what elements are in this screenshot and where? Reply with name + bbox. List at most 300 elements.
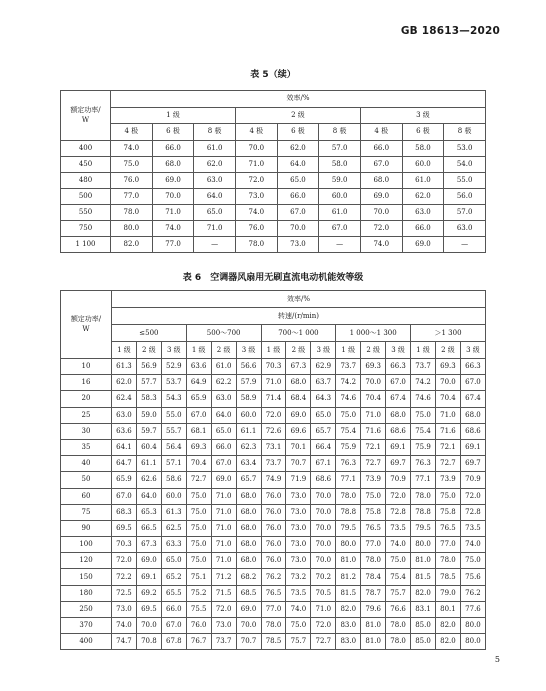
- efficiency-cell: 66.0: [152, 140, 194, 156]
- efficiency-cell: 67.0: [360, 156, 402, 172]
- efficiency-cell: 68.0: [460, 407, 485, 423]
- power-cell: 1 100: [61, 236, 111, 252]
- efficiency-cell: 56.6: [236, 359, 261, 375]
- efficiency-cell: 71.0: [211, 488, 236, 504]
- table-row: [61, 504, 486, 520]
- grade-header: 3 级: [460, 342, 485, 359]
- efficiency-cell: 60.0: [161, 488, 186, 504]
- power-cell: 40: [61, 456, 112, 472]
- rated-power-header: 额定功率/ W: [61, 91, 111, 141]
- power-cell: 10: [61, 359, 112, 375]
- power-cell: 20: [61, 391, 112, 407]
- power-cell: 400: [61, 634, 112, 650]
- efficiency-cell: 76.0: [261, 504, 286, 520]
- efficiency-cell: 68.0: [236, 553, 261, 569]
- efficiency-cell: 74.0: [460, 537, 485, 553]
- table-row: [61, 520, 486, 536]
- efficiency-cell: 75.0: [411, 407, 436, 423]
- efficiency-cell: 68.6: [460, 423, 485, 439]
- efficiency-cell: 62.6: [136, 472, 161, 488]
- efficiency-cell: 78.4: [361, 569, 386, 585]
- efficiency-cell: 70.7: [236, 634, 261, 650]
- pole-header: 4 极: [111, 124, 153, 141]
- efficiency-header: 效率/%: [112, 291, 486, 308]
- table6: [60, 290, 486, 650]
- efficiency-cell: 60.0: [402, 156, 444, 172]
- efficiency-cell: 63.0: [211, 391, 236, 407]
- efficiency-cell: 74.0: [152, 220, 194, 236]
- pole-header: 6 极: [402, 124, 444, 141]
- efficiency-cell: 62.9: [311, 359, 336, 375]
- efficiency-cell: 70.7: [286, 456, 311, 472]
- efficiency-cell: 69.0: [136, 553, 161, 569]
- efficiency-cell: 75.0: [186, 504, 211, 520]
- efficiency-cell: 69.5: [136, 601, 161, 617]
- efficiency-cell: 76.0: [111, 172, 153, 188]
- power-cell: 100: [61, 537, 112, 553]
- efficiency-cell: 52.9: [161, 359, 186, 375]
- efficiency-cell: 66.3: [386, 359, 411, 375]
- efficiency-cell: 69.1: [460, 439, 485, 455]
- grade-header: 1 级: [336, 342, 361, 359]
- power-cell: 120: [61, 553, 112, 569]
- power-cell: 60: [61, 488, 112, 504]
- efficiency-cell: 68.2: [236, 569, 261, 585]
- efficiency-cell: 73.9: [361, 472, 386, 488]
- efficiency-cell: 77.0: [152, 236, 194, 252]
- efficiency-cell: 61.1: [236, 423, 261, 439]
- grade-header: 1 级: [112, 342, 137, 359]
- efficiency-cell: 63.6: [186, 359, 211, 375]
- efficiency-cell: 80.0: [336, 537, 361, 553]
- efficiency-cell: 63.6: [112, 423, 137, 439]
- table-row: [61, 634, 486, 650]
- efficiency-cell: 55.0: [444, 172, 486, 188]
- efficiency-cell: 70.0: [236, 618, 261, 634]
- efficiency-cell: 67.0: [277, 204, 319, 220]
- table-row: [61, 188, 486, 204]
- efficiency-cell: 65.7: [236, 472, 261, 488]
- efficiency-cell: 56.9: [136, 359, 161, 375]
- table-row: [61, 537, 486, 553]
- efficiency-cell: 59.0: [136, 407, 161, 423]
- efficiency-cell: 73.0: [286, 488, 311, 504]
- efficiency-cell: 67.0: [211, 456, 236, 472]
- efficiency-cell: 70.1: [286, 439, 311, 455]
- table-row: [61, 172, 486, 188]
- efficiency-cell: 60.0: [236, 407, 261, 423]
- efficiency-cell: 71.5: [211, 585, 236, 601]
- efficiency-cell: 68.0: [386, 407, 411, 423]
- efficiency-cell: 73.5: [460, 520, 485, 536]
- table-row: [61, 488, 486, 504]
- efficiency-cell: 53.7: [161, 375, 186, 391]
- efficiency-cell: 61.1: [136, 456, 161, 472]
- efficiency-cell: 58.6: [161, 472, 186, 488]
- efficiency-cell: 73.7: [411, 359, 436, 375]
- efficiency-cell: 67.0: [386, 375, 411, 391]
- efficiency-cell: 71.0: [211, 504, 236, 520]
- efficiency-cell: 78.0: [411, 488, 436, 504]
- efficiency-cell: 69.5: [112, 520, 137, 536]
- efficiency-cell: 69.7: [460, 456, 485, 472]
- table5: [60, 90, 486, 253]
- efficiency-cell: 75.8: [435, 504, 460, 520]
- efficiency-cell: 64.0: [136, 488, 161, 504]
- efficiency-cell: 77.0: [361, 537, 386, 553]
- pole-header: 8 极: [319, 124, 361, 141]
- efficiency-cell: 67.4: [386, 391, 411, 407]
- efficiency-cell: 75.0: [435, 488, 460, 504]
- efficiency-cell: 73.5: [386, 520, 411, 536]
- table-row: [61, 618, 486, 634]
- efficiency-cell: 78.0: [435, 553, 460, 569]
- pole-header: 6 极: [152, 124, 194, 141]
- efficiency-cell: 60.0: [319, 188, 361, 204]
- efficiency-cell: 73.7: [336, 359, 361, 375]
- efficiency-cell: 81.5: [336, 585, 361, 601]
- efficiency-cell: 73.0: [277, 236, 319, 252]
- efficiency-cell: 69.6: [286, 423, 311, 439]
- efficiency-cell: 57.0: [319, 140, 361, 156]
- efficiency-cell: 55.0: [161, 407, 186, 423]
- efficiency-cell: 79.6: [361, 601, 386, 617]
- efficiency-cell: 73.7: [261, 456, 286, 472]
- efficiency-cell: 70.3: [261, 359, 286, 375]
- efficiency-cell: 75.0: [186, 553, 211, 569]
- efficiency-cell: 72.0: [211, 601, 236, 617]
- efficiency-cell: 83.1: [411, 601, 436, 617]
- efficiency-cell: 69.1: [136, 569, 161, 585]
- efficiency-cell: 64.0: [194, 188, 236, 204]
- efficiency-cell: 55.7: [161, 423, 186, 439]
- grade-header: 2 级: [235, 107, 360, 124]
- efficiency-cell: 67.1: [311, 456, 336, 472]
- efficiency-cell: 66.5: [136, 520, 161, 536]
- standard-number: GB 18613—2020: [400, 25, 500, 37]
- efficiency-cell: 71.2: [211, 569, 236, 585]
- efficiency-cell: 78.0: [111, 204, 153, 220]
- efficiency-cell: 64.0: [277, 156, 319, 172]
- efficiency-cell: 68.0: [236, 537, 261, 553]
- efficiency-cell: 77.0: [261, 601, 286, 617]
- table-row: [61, 220, 486, 236]
- efficiency-cell: 66.3: [460, 359, 485, 375]
- efficiency-cell: 64.7: [112, 456, 137, 472]
- efficiency-cell: 70.8: [136, 634, 161, 650]
- power-cell: 400: [61, 140, 111, 156]
- page-number: 5: [494, 655, 500, 664]
- grade-header: 1 级: [411, 342, 436, 359]
- efficiency-cell: 64.3: [311, 391, 336, 407]
- efficiency-cell: 78.5: [435, 569, 460, 585]
- efficiency-cell: 68.3: [112, 504, 137, 520]
- efficiency-cell: 61.0: [402, 172, 444, 188]
- efficiency-cell: 79.0: [435, 585, 460, 601]
- efficiency-cell: 78.0: [386, 634, 411, 650]
- table-row: [61, 407, 486, 423]
- table-row: [61, 204, 486, 220]
- power-cell: 450: [61, 156, 111, 172]
- efficiency-cell: 59.0: [319, 172, 361, 188]
- efficiency-cell: 57.0: [444, 204, 486, 220]
- efficiency-cell: 78.0: [235, 236, 277, 252]
- efficiency-cell: 82.0: [435, 618, 460, 634]
- efficiency-cell: 73.0: [112, 601, 137, 617]
- efficiency-cell: 75.0: [460, 553, 485, 569]
- efficiency-cell: 73.1: [261, 439, 286, 455]
- efficiency-cell: 81.0: [411, 553, 436, 569]
- power-cell: 750: [61, 220, 111, 236]
- grade-header: 3 级: [386, 342, 411, 359]
- efficiency-cell: 70.3: [112, 537, 137, 553]
- efficiency-cell: 75.4: [336, 423, 361, 439]
- pole-header: 4 极: [235, 124, 277, 141]
- efficiency-cell: 76.2: [261, 569, 286, 585]
- efficiency-cell: 72.0: [360, 220, 402, 236]
- efficiency-cell: 72.7: [435, 456, 460, 472]
- efficiency-cell: 68.0: [236, 520, 261, 536]
- efficiency-cell: 76.3: [411, 456, 436, 472]
- efficiency-cell: 67.0: [460, 375, 485, 391]
- efficiency-cell: 82.0: [111, 236, 153, 252]
- efficiency-cell: 74.6: [411, 391, 436, 407]
- efficiency-cell: 74.0: [360, 236, 402, 252]
- efficiency-cell: 74.0: [386, 537, 411, 553]
- efficiency-cell: 72.8: [460, 504, 485, 520]
- efficiency-cell: 63.4: [236, 456, 261, 472]
- efficiency-cell: 66.0: [360, 140, 402, 156]
- efficiency-cell: 75.0: [336, 407, 361, 423]
- efficiency-cell: 70.4: [435, 391, 460, 407]
- efficiency-cell: 65.9: [186, 391, 211, 407]
- efficiency-cell: 81.5: [411, 569, 436, 585]
- efficiency-cell: 66.0: [211, 439, 236, 455]
- efficiency-cell: 70.9: [460, 472, 485, 488]
- efficiency-cell: 69.0: [360, 188, 402, 204]
- efficiency-cell: 64.0: [211, 407, 236, 423]
- efficiency-cell: 65.0: [161, 553, 186, 569]
- speed-header: 转速/(r/min): [112, 308, 486, 325]
- efficiency-cell: 72.0: [112, 553, 137, 569]
- efficiency-cell: 64.1: [112, 439, 137, 455]
- efficiency-cell: 75.0: [186, 537, 211, 553]
- efficiency-cell: 67.3: [286, 359, 311, 375]
- efficiency-cell: 75.1: [186, 569, 211, 585]
- efficiency-cell: 54.3: [161, 391, 186, 407]
- efficiency-cell: 78.7: [361, 585, 386, 601]
- grade-header: 3 级: [161, 342, 186, 359]
- efficiency-cell: 60.4: [136, 439, 161, 455]
- efficiency-cell: —: [444, 236, 486, 252]
- efficiency-cell: 77.0: [111, 188, 153, 204]
- efficiency-cell: 57.1: [161, 456, 186, 472]
- efficiency-cell: 73.0: [286, 504, 311, 520]
- efficiency-cell: 77.0: [435, 537, 460, 553]
- efficiency-cell: 69.1: [386, 439, 411, 455]
- efficiency-cell: 74.0: [111, 140, 153, 156]
- table-row: [61, 569, 486, 585]
- efficiency-cell: 71.0: [361, 407, 386, 423]
- grade-header: 2 级: [136, 342, 161, 359]
- efficiency-cell: 67.0: [319, 220, 361, 236]
- efficiency-cell: 76.0: [235, 220, 277, 236]
- efficiency-cell: 74.2: [336, 375, 361, 391]
- efficiency-cell: 69.7: [386, 456, 411, 472]
- efficiency-cell: 62.0: [277, 140, 319, 156]
- efficiency-cell: 63.0: [194, 172, 236, 188]
- efficiency-cell: 67.8: [161, 634, 186, 650]
- efficiency-cell: 78.0: [361, 553, 386, 569]
- power-cell: 250: [61, 601, 112, 617]
- efficiency-cell: 74.0: [112, 618, 137, 634]
- efficiency-cell: 77.1: [336, 472, 361, 488]
- efficiency-cell: 73.0: [286, 553, 311, 569]
- efficiency-cell: 82.0: [336, 601, 361, 617]
- efficiency-cell: 64.9: [186, 375, 211, 391]
- efficiency-cell: 85.0: [411, 634, 436, 650]
- efficiency-cell: 70.0: [360, 204, 402, 220]
- efficiency-cell: 73.0: [211, 618, 236, 634]
- power-cell: 50: [61, 472, 112, 488]
- efficiency-cell: 75.7: [386, 585, 411, 601]
- efficiency-cell: 75.9: [336, 439, 361, 455]
- efficiency-cell: 70.0: [136, 618, 161, 634]
- efficiency-cell: 63.0: [112, 407, 137, 423]
- efficiency-cell: 56.0: [444, 188, 486, 204]
- efficiency-cell: 69.0: [211, 472, 236, 488]
- table-row: [61, 156, 486, 172]
- table-row: [61, 553, 486, 569]
- efficiency-cell: 69.0: [152, 172, 194, 188]
- efficiency-cell: 58.3: [136, 391, 161, 407]
- efficiency-cell: 75.0: [386, 553, 411, 569]
- grade-header: 3 级: [360, 107, 485, 124]
- efficiency-cell: 57.7: [136, 375, 161, 391]
- efficiency-cell: 58.0: [319, 156, 361, 172]
- efficiency-cell: 61.0: [194, 140, 236, 156]
- efficiency-cell: 61.0: [319, 204, 361, 220]
- efficiency-cell: 68.6: [386, 423, 411, 439]
- power-cell: 500: [61, 188, 111, 204]
- efficiency-cell: 75.0: [186, 488, 211, 504]
- grade-header: 1 级: [261, 342, 286, 359]
- efficiency-cell: 71.0: [261, 375, 286, 391]
- efficiency-cell: 74.2: [411, 375, 436, 391]
- power-cell: 90: [61, 520, 112, 536]
- efficiency-cell: 63.3: [161, 537, 186, 553]
- efficiency-cell: 73.0: [235, 188, 277, 204]
- table-row: [61, 236, 486, 252]
- efficiency-cell: 72.0: [261, 407, 286, 423]
- efficiency-cell: 70.0: [311, 553, 336, 569]
- power-cell: 16: [61, 375, 112, 391]
- efficiency-cell: 66.4: [311, 439, 336, 455]
- efficiency-cell: 81.0: [361, 634, 386, 650]
- efficiency-cell: 70.9: [386, 472, 411, 488]
- efficiency-cell: 77.6: [460, 601, 485, 617]
- efficiency-cell: 76.3: [336, 456, 361, 472]
- efficiency-cell: 72.7: [186, 472, 211, 488]
- table-row: [61, 585, 486, 601]
- speed-range-header: 700～1 000: [261, 325, 336, 342]
- efficiency-cell: 75.2: [186, 585, 211, 601]
- efficiency-cell: 80.0: [460, 618, 485, 634]
- power-cell: 25: [61, 407, 112, 423]
- efficiency-cell: 70.0: [311, 520, 336, 536]
- speed-range-header: ≤500: [112, 325, 187, 342]
- efficiency-cell: 72.1: [435, 439, 460, 455]
- grade-header: 1 级: [186, 342, 211, 359]
- efficiency-cell: 66.0: [161, 601, 186, 617]
- efficiency-cell: 71.0: [435, 407, 460, 423]
- efficiency-cell: 68.0: [286, 375, 311, 391]
- table-row: [61, 456, 486, 472]
- efficiency-cell: 72.0: [311, 618, 336, 634]
- table-row: [61, 472, 486, 488]
- efficiency-cell: 74.0: [286, 601, 311, 617]
- efficiency-cell: 67.0: [112, 488, 137, 504]
- efficiency-cell: 83.0: [336, 634, 361, 650]
- power-cell: 75: [61, 504, 112, 520]
- efficiency-cell: 76.2: [460, 585, 485, 601]
- table6-caption: 表 6 空调器风扇用无刷直流电动机能效等级: [182, 273, 364, 283]
- efficiency-cell: 71.0: [211, 537, 236, 553]
- efficiency-cell: —: [194, 236, 236, 252]
- efficiency-cell: 72.5: [112, 585, 137, 601]
- efficiency-cell: 75.0: [111, 156, 153, 172]
- efficiency-cell: 78.5: [261, 634, 286, 650]
- efficiency-cell: 71.0: [311, 601, 336, 617]
- efficiency-cell: 69.3: [361, 359, 386, 375]
- speed-range-header: 500～700: [186, 325, 261, 342]
- efficiency-cell: 63.7: [311, 375, 336, 391]
- pole-header: 4 极: [360, 124, 402, 141]
- efficiency-cell: 69.0: [236, 601, 261, 617]
- efficiency-cell: 71.0: [194, 220, 236, 236]
- efficiency-cell: 68.0: [236, 504, 261, 520]
- power-cell: 370: [61, 618, 112, 634]
- efficiency-cell: 65.5: [161, 585, 186, 601]
- grade-header: 2 级: [361, 342, 386, 359]
- efficiency-cell: 63.0: [402, 204, 444, 220]
- efficiency-cell: 67.4: [460, 391, 485, 407]
- efficiency-cell: 70.0: [361, 375, 386, 391]
- efficiency-cell: 71.0: [235, 156, 277, 172]
- efficiency-cell: 65.0: [311, 407, 336, 423]
- efficiency-cell: 76.0: [261, 537, 286, 553]
- efficiency-cell: 76.0: [261, 520, 286, 536]
- efficiency-cell: 75.8: [361, 504, 386, 520]
- efficiency-cell: 79.5: [336, 520, 361, 536]
- efficiency-cell: 70.0: [277, 220, 319, 236]
- efficiency-cell: 70.4: [361, 391, 386, 407]
- power-cell: 550: [61, 204, 111, 220]
- efficiency-cell: 70.0: [311, 488, 336, 504]
- efficiency-cell: 61.3: [161, 504, 186, 520]
- table-row: [61, 375, 486, 391]
- efficiency-cell: 75.4: [411, 423, 436, 439]
- efficiency-cell: 73.5: [286, 585, 311, 601]
- efficiency-cell: 71.0: [211, 520, 236, 536]
- efficiency-cell: 79.5: [411, 520, 436, 536]
- efficiency-cell: 68.0: [152, 156, 194, 172]
- efficiency-cell: 71.6: [435, 423, 460, 439]
- efficiency-cell: 74.7: [112, 634, 137, 650]
- efficiency-cell: 78.0: [336, 488, 361, 504]
- efficiency-cell: 65.0: [277, 172, 319, 188]
- efficiency-cell: 65.7: [311, 423, 336, 439]
